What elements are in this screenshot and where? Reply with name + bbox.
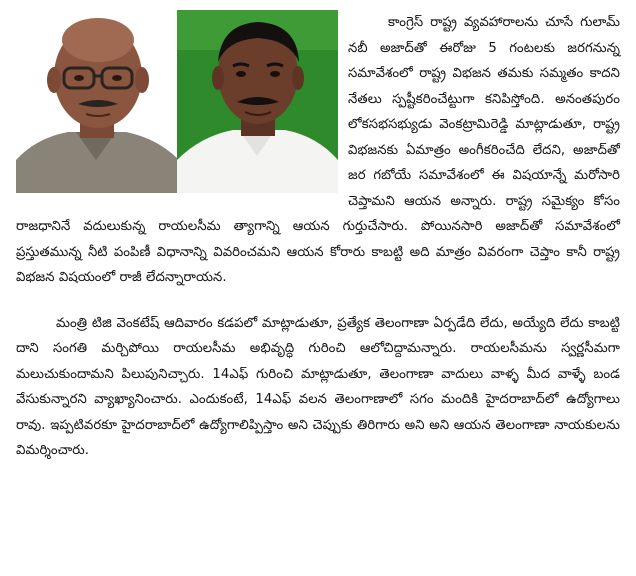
photo-right-image xyxy=(177,10,338,193)
photo-left-image xyxy=(16,10,177,193)
article-paragraph-1: కాంగ్రెస్ రాష్ట్ర వ్యవహారాలను చూసే గులామ్ నబీ అజాద్‌తో ఈరోజు 5 గంటలకు జరగనున్న సమావేశంలో రాష్ట్ర విభజన తమకు సమ్మతం కాదని నేతలు స్పష్టీకరించేట్టుగా కనిపిస్తోంది. అనంతపురం లోకసభసభ్యుడు వెంకట్రామిరెడ్డి మాట్లాడుతూ, రాష్ట్ర విభజనకు ఏమాత్రం అంగీకరించేది లేదని, అజాద్‌తో జర గబోయే సమావేశంలో ఈ విషయాన్నే మరోసారి చెప్తామని ఆయన అన్నారు. రాష్ట్ర సమైక్యం కోసం రాజధానినే వదులుకున్న రాయలసీమ త్యాగాన్ని ఆయన గుర్తుచేసారు. పోయినసారి అజాద్‌తో సమావేశంలో ప్రస్తుతమున్న నీటి పంపిణీ విధానాన్ని వివరించమని ఆయన కోరారు కాబట్టి అది మాత్రం వివరంగా చెప్తాం కానీ రాష్ట్ర విభజన విషయంలో రాజీ లేదన్నారాయన. xyxy=(16,15,620,285)
paragraph-gap xyxy=(16,291,620,311)
photo-collage xyxy=(16,10,338,193)
article-paragraph-2: మంత్రి టిజి వెంకటేష్ ఆదివారం కడపలో మాట్లాడుతూ, ప్రత్యేక తెలంగాణా ఏర్పడేది లేదు, అయ్యేది లేదు కాబట్టి దాని సంగతి మర్చిపోయి రాయలసీమ అభివృద్ధి గురించి ఆలోచిద్దామన్నారు. రాయలసీమను స్వర్ణసీమగా మలుచుకుందామని పిలుపునిచ్చారు. 14ఎఫ్ గురించి మాట్లాడుతూ, తెలంగాణా వాదులు వాళ్ళ మీద వాళ్ళే బండ వేసుకున్నారని వ్యాఖ్యానించారు. ఎందుకంటే, 14ఎఫ్ వలన తెలంగాణాలో సగం మందికి హైదరాబాద్‌లో ఉద్యోగాలు రావు. ఇప్పటివరకూ హైదరాబాద్‌లో ఉద్యోగాలిప్పిస్తాం అని చెప్పుకు తిరిగారు అని అని ఆయన తెలంగాణా నాయకులను విమర్శించారు. xyxy=(16,315,620,458)
photo-left xyxy=(16,10,177,193)
photo-right xyxy=(177,10,338,193)
article xyxy=(16,10,620,464)
